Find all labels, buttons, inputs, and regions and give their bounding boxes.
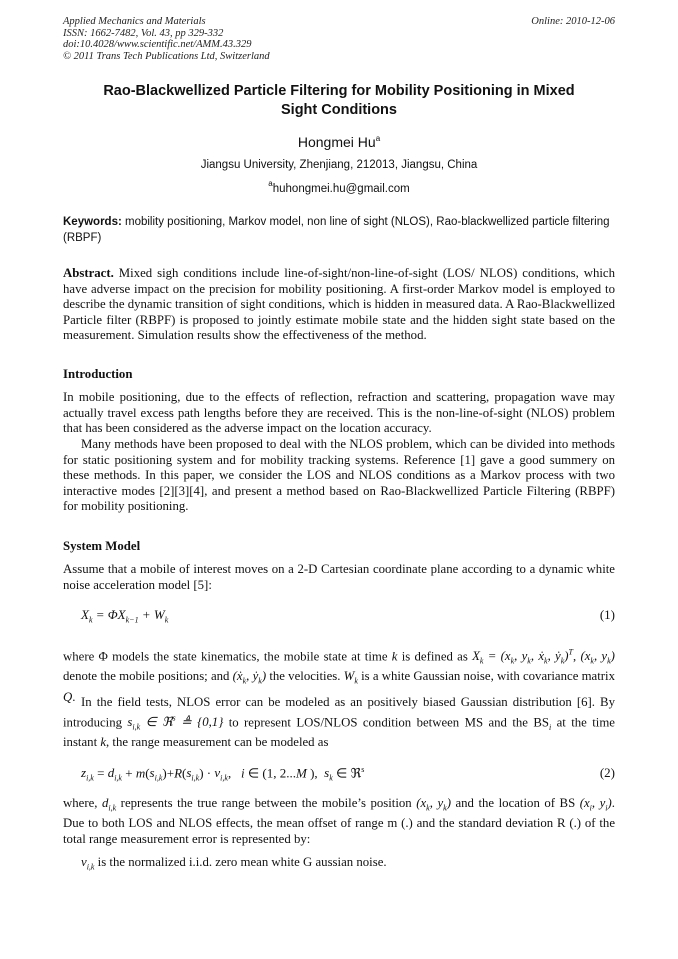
sys-p3-k: k — [100, 735, 107, 749]
state-vector-formula: $X_k = (x_k$, $y_k$, ẋ$_k$, ẏ$_k$)$^T$ — [472, 648, 573, 666]
sys-p4-part-b: represents the true range between the mobile’s position — [116, 796, 417, 810]
equation-2-number: (2) — [599, 765, 615, 780]
mobile-position-symbol: ($x_k$, $y_k$) — [416, 796, 451, 813]
intro-paragraph-1: In mobile positioning, due to the effects of reflection, refraction and scattering, propagation wave may actually travel excess path lengths before they are received. This is the non-line-of-sight (NLOS) problem that has been considered as the adverse impact on the location accuracy. — [63, 390, 615, 436]
system-paragraph-4 — [63, 796, 615, 847]
online-date: Online: 2010-12-06 — [531, 16, 615, 27]
system-paragraph-2: where Φ models the state kinematics, the mobile state at time k is defined as $X_k = (x_k$, $y_k$, ẋ$_k$, ẏ$_k$)$^T$, ($x_k$, $y_k$) denote the mobile positions; and (ẋ$_k$, ẏ$_k$) the velocities. $W_k$ is a white Gaussian noise, with covariance matrix Q. — [63, 648, 615, 704]
sys-p4-part-d: . Due to both LOS and NLOS effects, the mean offset of range m (.) and the standard deviation R (.) of the total range measurement error is represented by: — [63, 796, 615, 846]
equation-2-expression: $z_{i,k} = d_{i,k} + m(s_{i,k})+R(s_{i,k}) \cdot v_{i,k}$, i ∈ (1, 2...M ), $s_k$ ∈ ℜ$^s$ — [81, 765, 365, 783]
sys-p3-part-c: at the time instant — [63, 714, 615, 749]
noise-symbol: $W_k$ — [343, 669, 358, 686]
email-address[interactable]: huhongmei.hu@gmail.com — [272, 183, 410, 195]
bs-index: i — [549, 722, 552, 732]
sys-p3-part-d: , the range measurement can be modeled as — [106, 735, 329, 749]
author-name: Hongmei Hu — [297, 134, 376, 150]
sys-p2-part-c: denote the mobile positions; and — [63, 669, 233, 684]
email-superscript: a — [268, 179, 273, 188]
keywords-label: Keywords: — [63, 216, 122, 228]
journal-name: Applied Mechanics and Materials — [63, 16, 206, 27]
equation-2 — [63, 765, 615, 785]
equation-1-expression: $X_k = \Phi X_{k-1} + W_k$ — [81, 607, 169, 625]
sys-p5-text: is the normalized i.i.d. zero mean white G aussian noise. — [94, 855, 387, 869]
system-paragraph-1: Assume that a mobile of interest moves on a 2-D Cartesian coordinate plane according to a dynamic white noise acceleration model [5]: — [63, 562, 615, 592]
affiliation: Jiangsu University, Zhenjiang, 212013, Jiangsu, China — [200, 159, 478, 171]
system-paragraph-5 — [63, 855, 615, 875]
velocity-formula: (ẋ$_k$, ẏ$_k$) — [232, 669, 267, 686]
author — [0, 134, 678, 150]
abstract-text: Mixed sigh conditions include line-of-sight/non-line-of-sight (LOS/ NLOS) conditions, which have adverse impact on the precision for mobility positioning. A first-order Markov model is employed to describe the dynamic transition of sight conditions, which is hidden in measured data. A Rao-Blackwellized Particle filter (RBPF) is proposed to jointly estimate mobile state and the hidden sight state based on the measurement. Simulation results show the effectiveness of the method. — [63, 266, 615, 343]
equation-1 — [63, 607, 615, 627]
journal-header — [63, 16, 270, 62]
sys-p3-part-b: to represent LOS/NLOS condition between MS and the BS — [223, 714, 549, 729]
bs-location-symbol: ($x_i$, $y_i$) — [579, 796, 612, 813]
sys-p4-part-c: and the location of BS — [450, 796, 580, 810]
noise-v-symbol: $v_{i,k}$ — [81, 855, 95, 872]
title-line-1: Rao-Blackwellized Particle Filtering for Mobility Positioning in Mixed — [103, 83, 575, 99]
copyright-line: © 2011 Trans Tech Publications Ltd, Switzerland — [63, 50, 270, 62]
position-formula: ($x_k$, $y_k$) — [580, 649, 615, 666]
sight-state-formula: $s_{i,k}$ ∈ ℜ$^s$ ≜ {0,1} — [127, 713, 224, 732]
intro-paragraph-2: Many methods have been proposed to deal with the NLOS problem, which can be divided into methods for static positioning system and for mobility tracking systems. Reference [1] gave a good summery on these methods. In this paper, we consider the LOS and NLOS conditions as a Markov process with two interactive modes [2][3][4], and present a method based on Rao-Blackwellized Particle Filtering (RBPF) for mobility positioning. — [63, 437, 615, 514]
sys-p2-part-b: is defined as — [397, 649, 473, 664]
sys-p3-part-a: In the field tests, NLOS error can be modeled as an positively biased Gaussian distribution [6]. By introducing — [63, 695, 615, 729]
keywords-text: mobility positioning, Markov model, non line of sight (NLOS), Rao-blackwellized particle filtering (RBPF) — [63, 216, 610, 244]
sys-p4-part-a: where, — [63, 796, 102, 810]
equation-1-number: (1) — [599, 607, 615, 622]
abstract-label: Abstract. — [63, 266, 114, 280]
keywords — [63, 214, 615, 246]
abstract — [63, 266, 615, 344]
section-heading-system-model: System Model — [63, 539, 141, 553]
section-heading-introduction: Introduction — [63, 367, 133, 381]
sys-p2-part-d: the velocities. — [266, 669, 344, 684]
issn-line: ISSN: 1662-7482, Vol. 43, pp 329-332 — [63, 27, 224, 39]
sys-p2-k: k — [391, 649, 398, 664]
sys-p2-part-e: is a white Gaussian noise, with covariance matrix — [357, 669, 615, 684]
author-superscript: a — [375, 134, 381, 143]
system-paragraph-3 — [63, 695, 615, 751]
title-line-2: Sight Conditions — [281, 102, 397, 118]
paper-title — [60, 82, 618, 120]
true-range-symbol: $d_{i,k}$ — [101, 796, 117, 813]
covariance-symbol: Q — [63, 689, 73, 704]
email — [0, 179, 678, 195]
doi-line: doi:10.4028/www.scientific.net/AMM.43.329 — [63, 39, 252, 50]
sys-p2-part-a: where Φ models the state kinematics, the mobile state at time — [63, 649, 392, 664]
